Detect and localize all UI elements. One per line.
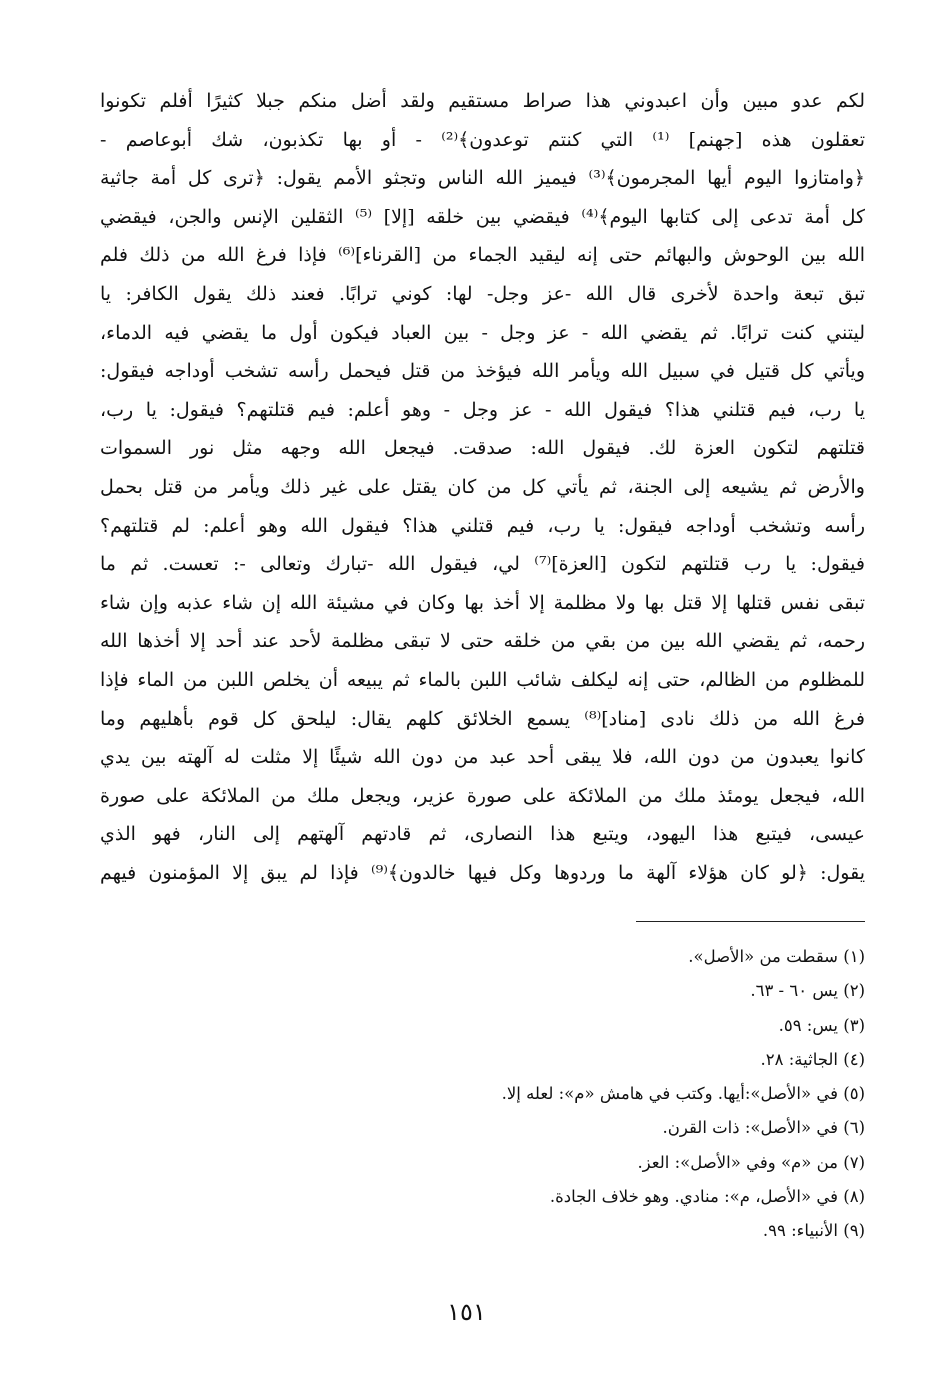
footnote-separator — [636, 921, 865, 922]
footnote: (٤) الجاثية: ٢٨. — [760, 1049, 865, 1069]
footnote: (٣) يس: ٥٩. — [778, 1015, 865, 1035]
text-line: تبق تبعة واحدة لأخرى قال الله -عز وجل- لها: كوني ترابًا. فعند ذلك يقول الكافر: يا — [100, 282, 865, 305]
text-line: الله بين الوحوش والبهائم حتى إنه ليقيد الجماء من [القرناء]⁽⁶⁾ فإذا فرغ الله من ذلك فلم — [100, 244, 865, 267]
footnote: (٩) الأنبياء: ٩٩. — [762, 1221, 865, 1241]
footnotes — [300, 940, 865, 1249]
text-line: للمظلوم من الظالم، حتى إنه ليكلف شائب اللبن بالماء ثم يبيعه أن يخلص اللبن من الماء فإذا — [100, 668, 865, 691]
footnote: (١) سقطت من «الأصل». — [688, 947, 865, 966]
text-line: الله، فيجعل يومئذ ملك من الملائكة على صورة عزير، ويجعل ملك من الملائكة على صورة — [100, 784, 865, 807]
text-line: فرغ الله من ذلك نادى [مناد]⁽⁸⁾ يسمع الخلائق كلهم يقال: ليلحق كل قوم بأهليهم وما — [100, 707, 865, 730]
main-text — [100, 82, 865, 892]
text-line: ويأتي كل قتيل في سبيل الله ويأمر الله فيؤخذ من قتل فيحمل رأسه تشخب أوداجه فيقول: — [100, 360, 865, 383]
footnote: (٢) يس ٦٠ - ٦٣. — [750, 981, 865, 1001]
text-line: يا رب، فيم قتلني هذا؟ فيقول الله - عز وجل - وهو أعلم: فيم قتلتهم؟ فيقول: يا رب، — [100, 398, 865, 421]
footnote: (٧) من «م» وفي «الأصل»: العز. — [637, 1152, 865, 1172]
footnote: (٨) في «الأصل، م»: منادي. وهو خلاف الجادة. — [549, 1187, 865, 1207]
text-line: قتلتهم لتكون العزة لك. فيقول الله: صدقت. فيجعل الله وجهه مثل نور السموات — [100, 437, 865, 460]
text-line: رأسه وتشخب أوداجه فيقول: يا رب، فيم قتلني هذا؟ فيقول الله وهو أعلم: لم قتلتهم؟ — [100, 514, 865, 537]
text-line: كل أمة تدعى إلى كتابها اليوم﴾⁽⁴⁾ فيقضي بين خلقه [إلا] ⁽⁵⁾ الثقلين الإنس والجن، فيقضي — [100, 205, 865, 228]
text-line: ليتني كنت ترابًا. ثم يقضي الله - عز وجل - بين العباد فيكون أول ما يقضي فيه الدماء، — [100, 321, 865, 344]
text-line: تبقى نفس قتلها إلا قتل بها ولا مظلمة إلا أخذ بها وكان في مشيئة الله إن شاء عذبه وإن شاء — [100, 591, 865, 614]
text-line: فيقول: يا رب قتلتهم لتكون [العزة]⁽⁷⁾ لي، فيقول الله -تبارك وتعالى -: تعست. ثم ما — [100, 553, 865, 576]
footnote: (٥) في «الأصل»:أيها. وكتب في هامش «م»: لعله إلا. — [501, 1084, 865, 1104]
page-number: ١٥١ — [447, 1298, 486, 1326]
text-line: ﴿وامتازوا اليوم أيها المجرمون﴾⁽³⁾ فيميز الله الناس وتجثو الأمم يقول: ﴿ترى كل أمة جاثية — [100, 167, 865, 190]
text-line: كانوا يعبدون من دون الله، فلا يبقى أحد عبد من دون الله شيئًا إلا مثلت له آلهته بين يدي — [100, 746, 865, 769]
text-line: عيسى، فيتبع هذا اليهود، ويتبع هذا النصارى، ثم قادتهم آلهتهم إلى النار، فهو الذي — [100, 823, 865, 846]
text-line: يقول: ﴿لو كان هؤلاء آلهة ما وردوها وكل فيها خالدون﴾⁽⁹⁾ فإذا لم يبق إلا المؤمنون فيهم — [100, 861, 865, 884]
text-line: والأرض ثم يشيعه إلى الجنة، ثم يأتي كل من كان يقتل على غير ذلك ويأمر من قتل بحمل — [100, 475, 865, 498]
text-line: لكم عدو مبين وأن اعبدوني هذا صراط مستقيم ولقد أضل منكم جبلا كثيرًا أفلم تكونوا — [100, 90, 865, 112]
text-line: رحمه، ثم يقضي الله بين من بقي من خلقه حتى لا تبقى مظلمة لأحد عند أحد إلا أخذها الله — [100, 630, 865, 653]
footnote: (٦) في «الأصل»: ذات القرن. — [662, 1118, 865, 1138]
text-line: تعقلون هذه [جهنم] ⁽¹⁾ التي كنتم توعدون﴾⁽²⁾ - أو بها تكذبون، شك أبوعاصم - — [100, 128, 865, 151]
